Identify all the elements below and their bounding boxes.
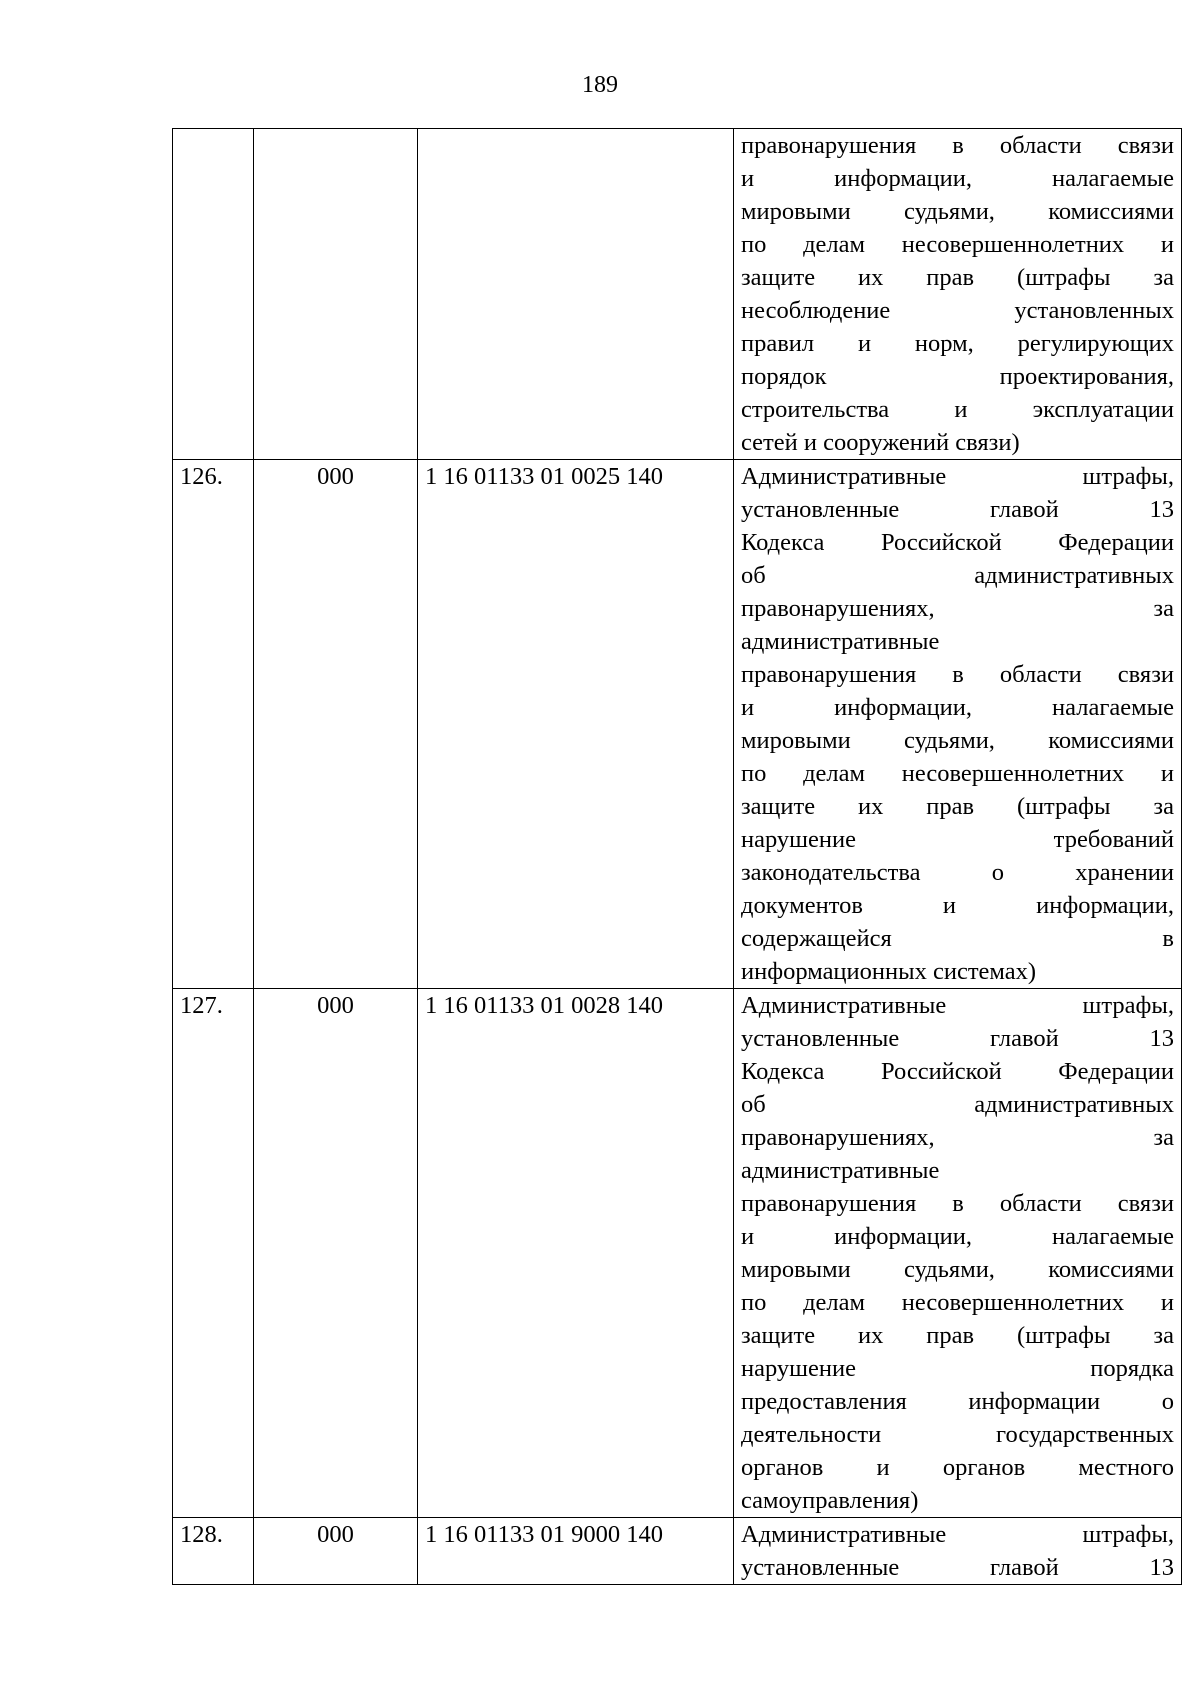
description-line: правонарушения в области связи <box>741 132 1174 159</box>
description-line: установленные главой 13 <box>741 1025 1174 1052</box>
description-line: и информации, налагаемые <box>741 1223 1174 1250</box>
revenue-description-cell <box>734 1518 1182 1585</box>
description-line: мировыми судьями, комиссиями <box>741 198 1174 225</box>
description-line: административные <box>741 1157 940 1184</box>
description-line: и информации, налагаемые <box>741 694 1174 721</box>
description-line: содержащейся в <box>741 925 1174 952</box>
description-line: порядок проектирования, <box>741 363 1174 390</box>
description-line: Административные штрафы, <box>741 1521 1174 1548</box>
description-line: правонарушениях, за <box>741 1124 1174 1151</box>
description-line: и информации, налагаемые <box>741 165 1174 192</box>
description-line: Кодекса Российской Федерации <box>741 529 1174 556</box>
description-line: документов и информации, <box>741 892 1174 919</box>
page-number: 189 <box>582 72 618 98</box>
description-line: предоставления информации о <box>741 1388 1174 1415</box>
description-line: правонарушения в области связи <box>741 661 1174 688</box>
description-line: правонарушения в области связи <box>741 1190 1174 1217</box>
row-number-cell: 126. <box>173 460 254 989</box>
admin-code-cell <box>254 129 418 460</box>
description-line: об административных <box>741 1091 1174 1118</box>
description-line: установленные главой 13 <box>741 1554 1174 1581</box>
description-line: об административных <box>741 562 1174 589</box>
description-line: мировыми судьями, комиссиями <box>741 727 1174 754</box>
table-row <box>173 1518 1182 1585</box>
description-line: нарушение требований <box>741 826 1174 853</box>
description-line: защите их прав (штрафы за <box>741 1322 1174 1349</box>
description-line: защите их прав (штрафы за <box>741 264 1174 291</box>
admin-code-cell: 000 <box>254 989 418 1518</box>
description-line: деятельности государственных <box>741 1421 1174 1448</box>
description-line: Административные штрафы, <box>741 463 1174 490</box>
description-line: строительства и эксплуатации <box>741 396 1174 423</box>
revenue-description-cell <box>734 129 1182 460</box>
description-line: мировыми судьями, комиссиями <box>741 1256 1174 1283</box>
description-line: нарушение порядка <box>741 1355 1174 1382</box>
description-line: по делам несовершеннолетних и <box>741 760 1174 787</box>
revenue-description-cell <box>734 460 1182 989</box>
description-line: Кодекса Российской Федерации <box>741 1058 1174 1085</box>
row-number-cell: 127. <box>173 989 254 1518</box>
table-row <box>173 989 1182 1518</box>
description-line: установленные главой 13 <box>741 496 1174 523</box>
description-line: Административные штрафы, <box>741 992 1174 1019</box>
description-line: информационных системах) <box>741 958 1037 985</box>
description-line: защите их прав (штрафы за <box>741 793 1174 820</box>
row-number-cell <box>173 129 254 460</box>
budget-classification-code-cell: 1 16 01133 01 0028 140 <box>418 989 734 1518</box>
description-line: правил и норм, регулирующих <box>741 330 1174 357</box>
description-line: по делам несовершеннолетних и <box>741 1289 1174 1316</box>
table-row <box>173 460 1182 989</box>
description-line: по делам несовершеннолетних и <box>741 231 1174 258</box>
description-line: самоуправления) <box>741 1487 919 1514</box>
description-line: органов и органов местного <box>741 1454 1174 1481</box>
budget-classification-code-cell: 1 16 01133 01 0025 140 <box>418 460 734 989</box>
table-body <box>173 129 1182 1585</box>
description-line: законодательства о хранении <box>741 859 1174 886</box>
budget-code-table <box>172 128 1182 1585</box>
admin-code-cell: 000 <box>254 460 418 989</box>
table-row <box>173 129 1182 460</box>
budget-classification-code-cell <box>418 129 734 460</box>
description-line: сетей и сооружений связи) <box>741 429 1020 456</box>
description-line: правонарушениях, за <box>741 595 1174 622</box>
row-number-cell: 128. <box>173 1518 254 1585</box>
revenue-description-cell <box>734 989 1182 1518</box>
description-line: несоблюдение установленных <box>741 297 1174 324</box>
description-line: административные <box>741 628 940 655</box>
admin-code-cell: 000 <box>254 1518 418 1585</box>
budget-classification-code-cell: 1 16 01133 01 9000 140 <box>418 1518 734 1585</box>
